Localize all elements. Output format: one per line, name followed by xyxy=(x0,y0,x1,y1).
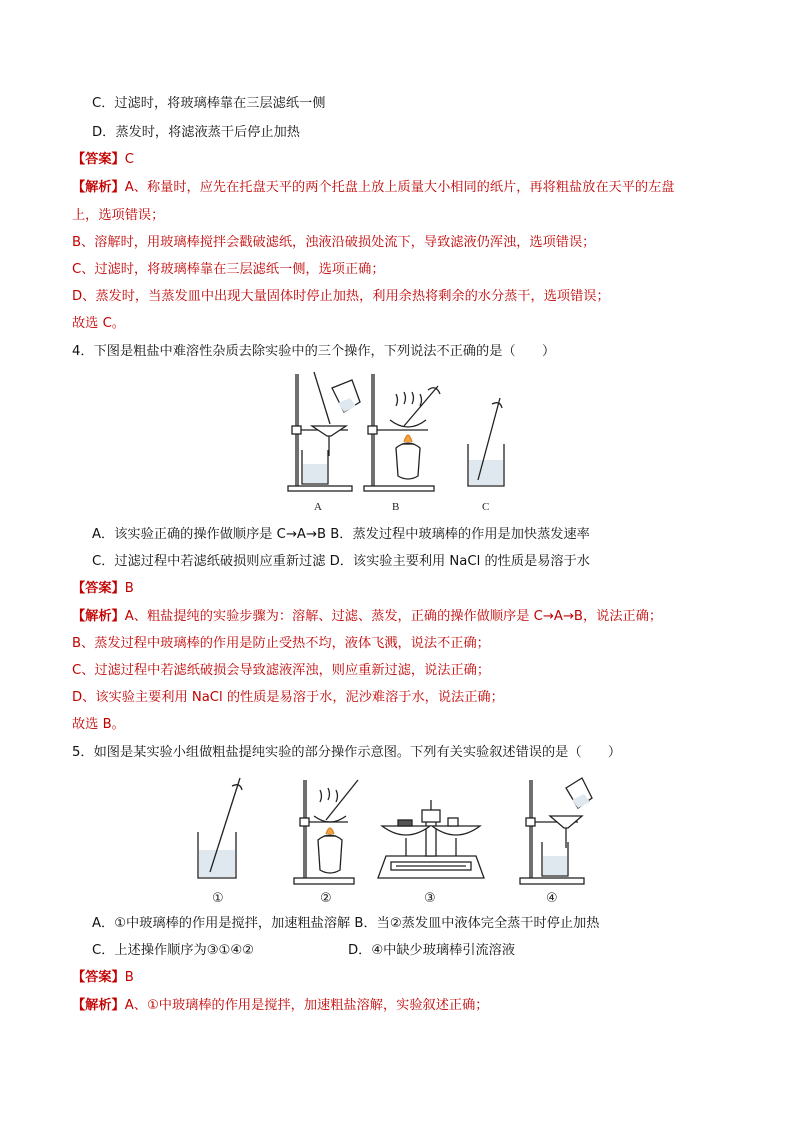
q3-analysis-d: D、蒸发时，当蒸发皿中出现大量固体时停止加热，利用余热将剩余的水分蒸干，选项错误； xyxy=(72,289,610,304)
q4-conclusion: 故选 B。 xyxy=(72,717,125,732)
analysis-text: A、粗盐提纯的实验步骤为：溶解、过滤、蒸发，正确的操作做顺序是 C→A→B，说法正确； xyxy=(124,609,663,624)
q5-answer xyxy=(72,969,134,987)
q3-analysis-b: B、溶解时，用玻璃棒搅拌会戳破滤纸，浊液沿破损处流下，导致滤液仍浑浊，选项错误； xyxy=(72,235,596,250)
answer-value: B xyxy=(124,970,134,985)
analysis-text: A、称量时，应先在托盘天平的两个托盘上放上质量大小相同的纸片，再将粗盐放在天平的左盘 xyxy=(124,180,675,195)
analysis-tag: 【解析】 xyxy=(72,609,125,624)
q3-analysis-a-cont: 上，选项错误； xyxy=(72,208,165,223)
analysis-tag: 【解析】 xyxy=(72,998,125,1013)
q4-options-cd: C．过滤过程中若滤纸破损则应重新过滤 D．该实验主要利用 NaCl 的性质是易溶于水 xyxy=(92,554,590,569)
fig-label-2: ② xyxy=(320,891,332,906)
answer-value: C xyxy=(124,152,134,167)
q5-option-c: C．上述操作顺序为③①④② xyxy=(92,943,254,958)
analysis-tag: 【解析】 xyxy=(72,180,125,195)
q5-analysis-a xyxy=(72,997,488,1015)
q5-stem: 5．如图是某实验小组做粗盐提纯实验的部分操作示意图。下列有关实验叙述错误的是（ ） xyxy=(72,745,622,760)
q4-analysis-c: C、过滤过程中若滤纸破损会导致滤液浑浊，则应重新过滤，说法正确； xyxy=(72,663,491,678)
answer-tag: 【答案】 xyxy=(72,152,125,167)
q5-option-d: D．④中缺少玻璃棒引流溶液 xyxy=(348,943,516,958)
fig-label-1: ① xyxy=(212,891,224,906)
q5-options-ab: A．①中玻璃棒的作用是搅拌，加速粗盐溶解 B．当②蒸发皿中液体完全蒸干时停止加热 xyxy=(92,916,600,931)
fig-label-3: ③ xyxy=(424,891,436,906)
q4-stem: 4．下图是粗盐中难溶性杂质去除实验中的三个操作，下列说法不正确的是（ ） xyxy=(72,344,556,359)
fig-label-c: C xyxy=(482,501,490,513)
answer-tag: 【答案】 xyxy=(72,581,125,596)
answer-value: B xyxy=(124,581,134,596)
fig-label-4: ④ xyxy=(546,891,558,906)
q4-figure xyxy=(278,368,528,516)
q3-answer xyxy=(72,151,134,169)
fig-label-b: B xyxy=(392,501,400,513)
q3-option-d: D．蒸发时，将滤液蒸干后停止加热 xyxy=(92,125,300,140)
q4-options-ab: A．该实验正确的操作做顺序是 C→A→B B．蒸发过程中玻璃棒的作用是加快蒸发速率 xyxy=(92,527,590,542)
analysis-text: A、①中玻璃棒的作用是搅拌，加速粗盐溶解，实验叙述正确； xyxy=(124,998,489,1013)
q4-analysis-b: B、蒸发过程中玻璃棒的作用是防止受热不均，液体飞溅，说法不正确； xyxy=(72,636,490,651)
q3-analysis-a xyxy=(72,179,674,197)
q4-analysis-a xyxy=(72,608,662,626)
answer-tag: 【答案】 xyxy=(72,970,125,985)
q4-analysis-d: D、该实验主要利用 NaCl 的性质是易溶于水，泥沙难溶于水，说法正确； xyxy=(72,690,504,705)
q5-figure xyxy=(186,770,596,910)
fig-label-a: A xyxy=(314,501,322,513)
q3-option-c: C．过滤时，将玻璃棒靠在三层滤纸一侧 xyxy=(92,96,326,111)
q3-analysis-c: C、过滤时，将玻璃棒靠在三层滤纸一侧，选项正确； xyxy=(72,262,385,277)
q4-answer xyxy=(72,580,134,598)
q3-conclusion: 故选 C。 xyxy=(72,316,125,331)
